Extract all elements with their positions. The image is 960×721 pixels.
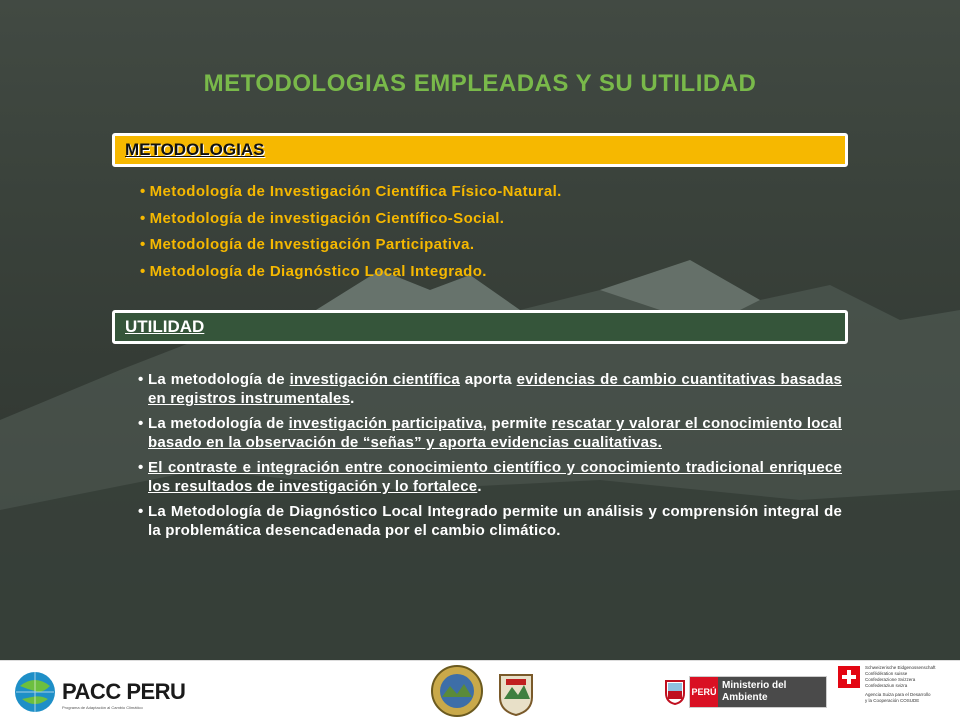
item-text: . [477, 478, 482, 495]
item-text: aporta [459, 371, 517, 388]
item-text: . [350, 390, 355, 407]
swiss-line: Confederazione Svizzera [865, 677, 916, 682]
list-item: • Metodología de Diagnóstico Local Integrado. [140, 259, 830, 286]
peru-label: PERÚ [690, 677, 718, 707]
swiss-line: Confederaziun svizra [865, 683, 908, 688]
underlined-text: evidencias de cambio cuantitativas basadas en registros instrumentales [148, 371, 842, 407]
underlined-text: investigación participativa [288, 415, 483, 432]
slide-title: METODOLOGIAS EMPLEADAS Y SU UTILIDAD [203, 70, 757, 97]
ministry-label: Ministerio del Ambiente [718, 677, 826, 707]
swiss-line: Schweizerische Eidgenossenschaft [865, 665, 936, 670]
list-item: • Metodología de Investigación Participativa. [140, 232, 830, 259]
pacc-peru-logo-text: PACC PERU [62, 679, 186, 704]
peru-ministry-logo [689, 676, 827, 708]
list-item [138, 370, 842, 408]
swiss-cooperation-text [865, 665, 959, 704]
pacc-globe-logo-icon [12, 669, 58, 715]
underlined-text: rescatar y valorar el conocimiento local basado en la observación de “señas” y aporta evidencias cualitativas. [148, 415, 843, 451]
list-item: • Metodología de Investigación Científica Físico-Natural. [140, 179, 830, 206]
underlined-text: investigación científica [289, 371, 460, 388]
utilidad-header-bar: UTILIDAD [112, 310, 848, 344]
apurimac-regional-seal-icon [494, 669, 538, 717]
metodologias-header-bar: METODOLOGIAS [112, 133, 848, 167]
list-item [138, 414, 842, 452]
swiss-line: Confédération suisse [865, 671, 908, 676]
metodologias-list [140, 179, 830, 285]
list-item: • Metodología de investigación Científico-Social. [140, 206, 830, 233]
list-item [138, 458, 842, 496]
swiss-flag-icon [838, 666, 860, 688]
underlined-text: El contraste e integración entre conocimiento científico y conocimiento tradicional enriquece los resultados de investigación y lo fortalece [148, 459, 842, 495]
item-text: , permite [482, 415, 552, 432]
utilidad-list [138, 370, 842, 546]
item-text: La metodología de [148, 415, 289, 432]
cusco-regional-seal-icon [430, 664, 484, 718]
item-text: La metodología de [148, 371, 290, 388]
list-item: • La Metodología de Diagnóstico Local Integrado permite un análisis y comprensión integral de la problemática desencadenada por el cambio climático. [138, 502, 842, 540]
swiss-line: Agencia Suiza para el Desarrollo [865, 692, 931, 697]
pacc-subtitle: Programa de Adaptación al Cambio Climático [62, 705, 143, 710]
swiss-line: y la Cooperación COSUDE [865, 698, 920, 703]
peru-coat-of-arms-icon [664, 677, 686, 705]
